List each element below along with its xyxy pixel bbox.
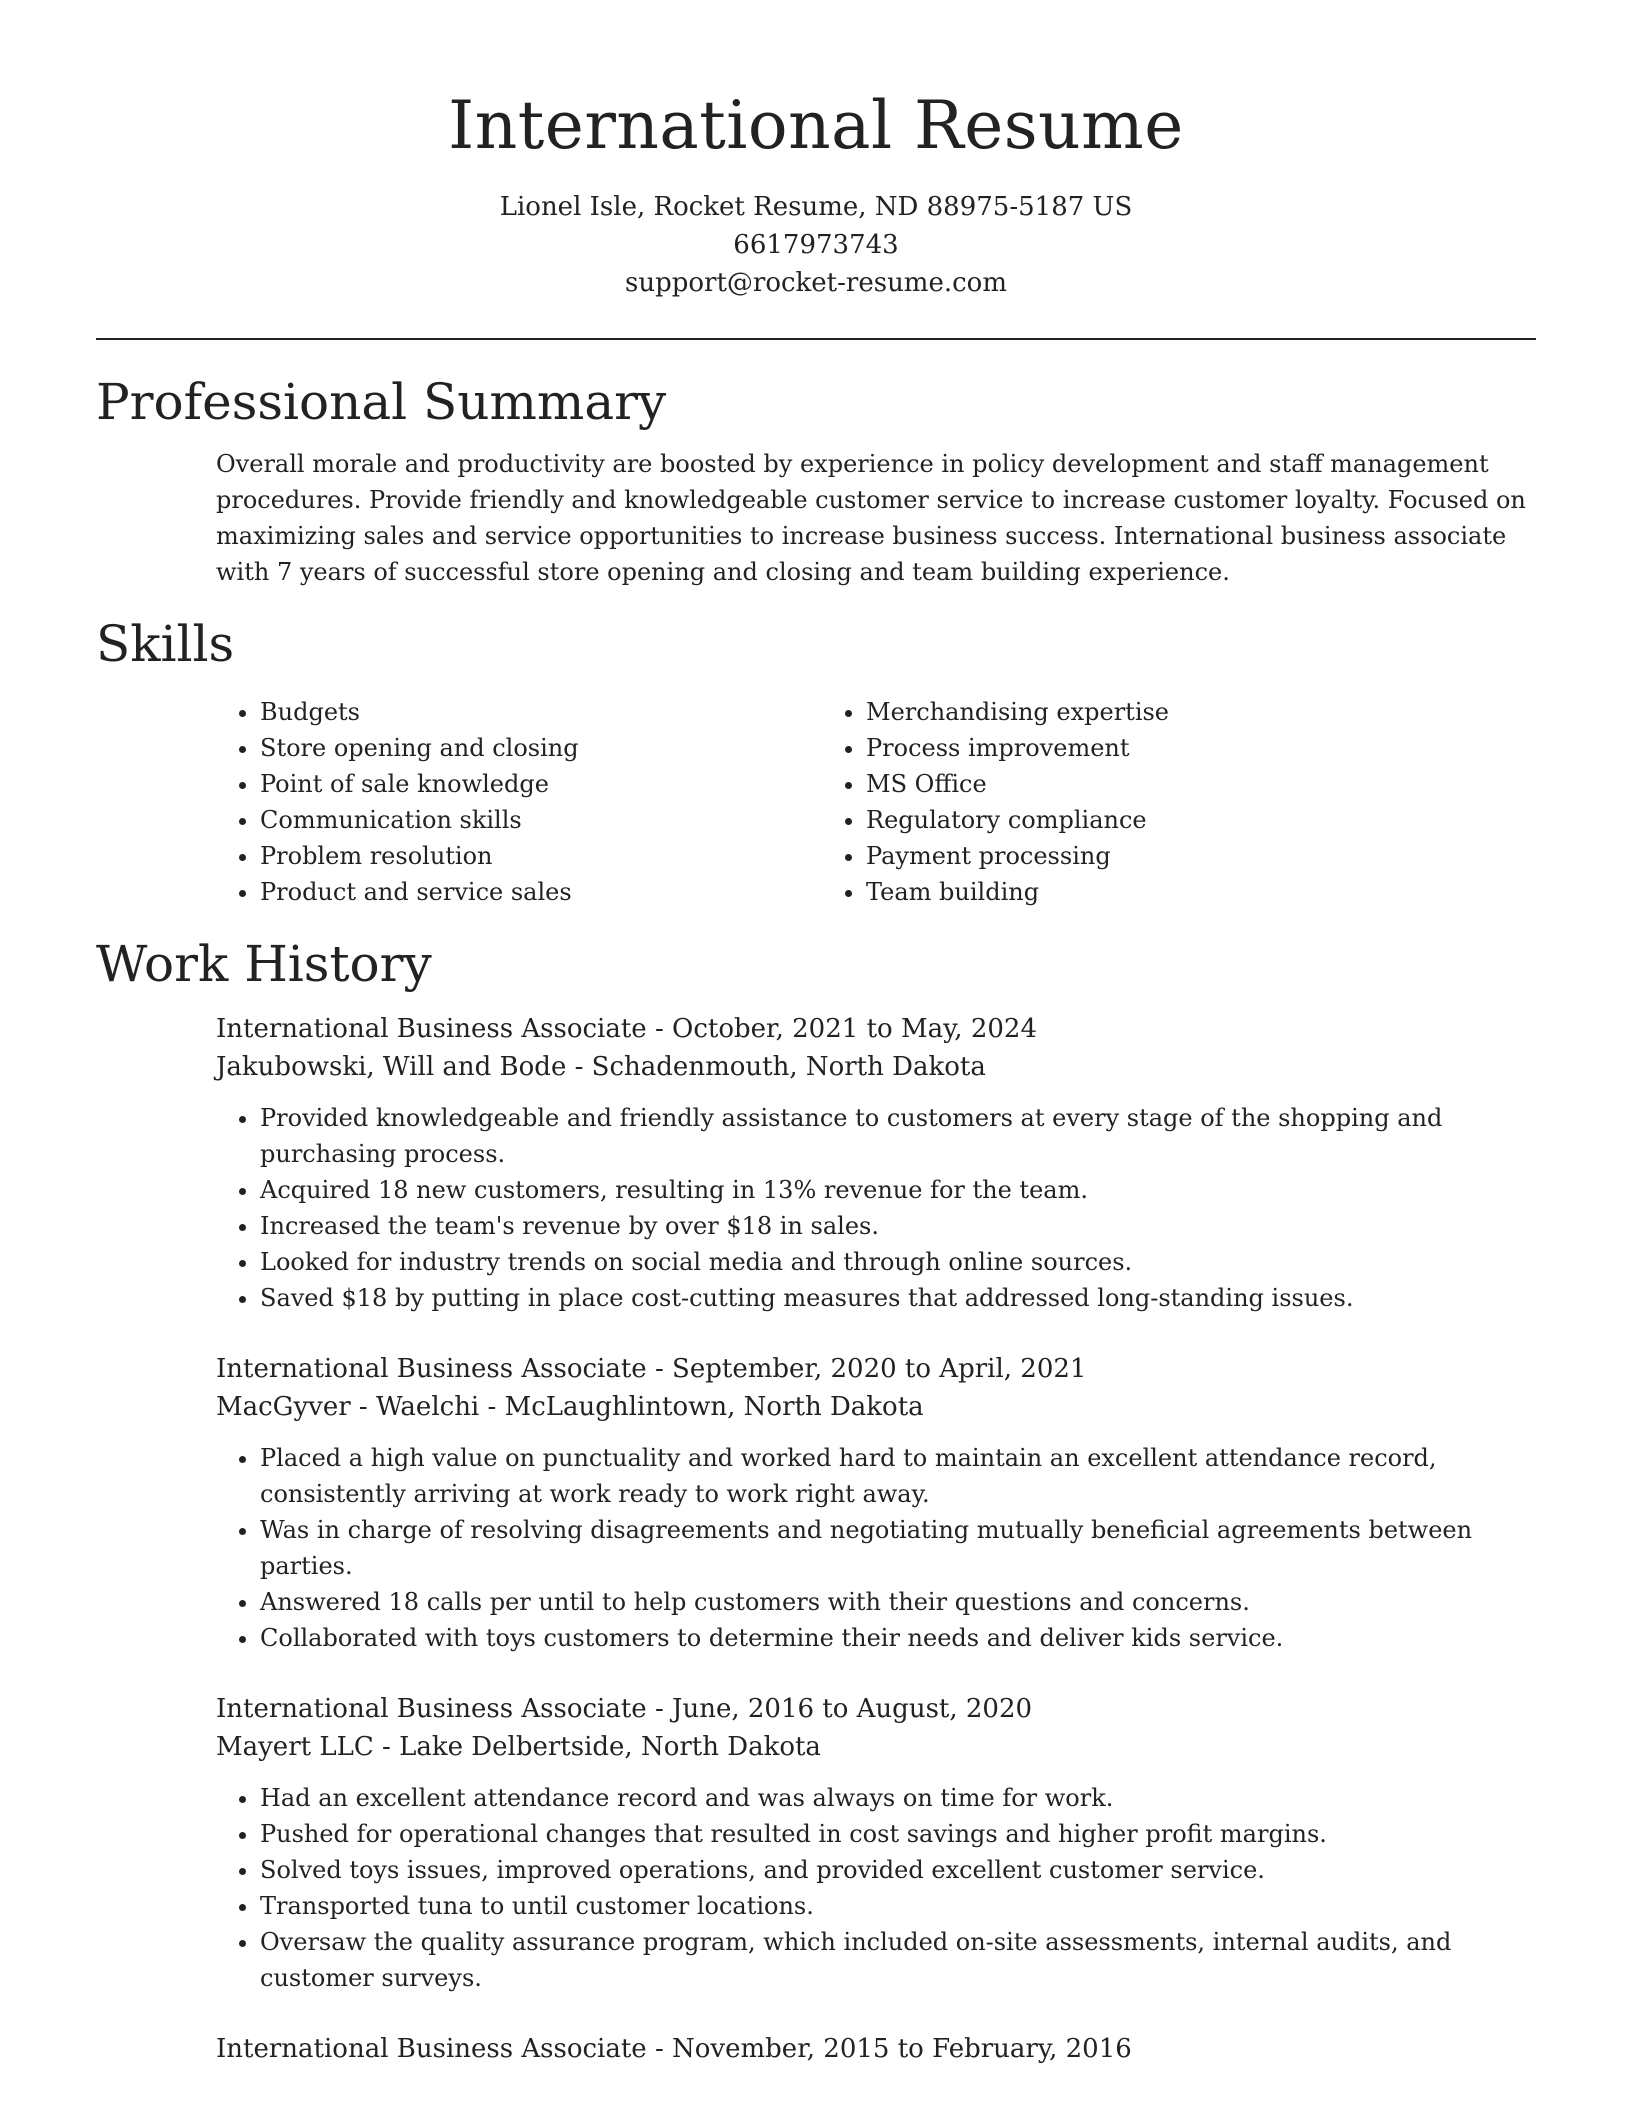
- contact-email: support@rocket-resume.com: [624, 268, 1007, 298]
- job-entry: [216, 1350, 1536, 1656]
- job-bullet: • Was in charge of resolving disagreements and negotiating mutually beneficial agreements between parties.: [260, 1512, 1536, 1584]
- job-entry: [216, 1010, 1536, 1316]
- resume-header: [96, 0, 1536, 302]
- skills-heading: Skills: [96, 615, 235, 673]
- skill-item: • MS Office: [866, 766, 1428, 802]
- skill-item: • Payment processing: [866, 838, 1428, 874]
- skill-item: • Communication skills: [260, 802, 822, 838]
- skill-item: • Point of sale knowledge: [260, 766, 822, 802]
- job-location: Lake Delbertside, North Dakota: [399, 1732, 821, 1762]
- job-dates: June, 2016 to August, 2020: [672, 1694, 1033, 1724]
- job-bullet: • Transported tuna to until customer locations.: [260, 1888, 1536, 1924]
- resume-title: International Resume: [448, 87, 1184, 164]
- job-title: International Business Associate: [216, 1014, 647, 1044]
- work-history-heading: Work History: [96, 935, 432, 993]
- skill-item: • Product and service sales: [260, 874, 822, 910]
- job-dates: October, 2021 to May, 2024: [672, 1014, 1037, 1044]
- job-bullet: • Collaborated with toys customers to determine their needs and deliver kids service.: [260, 1620, 1536, 1656]
- header-divider: [96, 338, 1536, 340]
- job-bullet: • Provided knowledgeable and friendly assistance to customers at every stage of the shopping and purchasing process.: [260, 1100, 1536, 1172]
- contact-info: [96, 188, 1536, 302]
- skill-item: • Regulatory compliance: [866, 802, 1428, 838]
- job-title-line: International Business Associate - October, 2021 to May, 2024: [216, 1014, 1037, 1044]
- job-title-line: International Business Associate - September, 2020 to April, 2021: [216, 1354, 1087, 1384]
- job-dates: November, 2015 to February, 2016: [672, 2034, 1132, 2064]
- job-dates: September, 2020 to April, 2021: [672, 1354, 1087, 1384]
- skills-column-right: [822, 694, 1428, 910]
- summary-heading: Professional Summary: [96, 373, 667, 431]
- job-company: MacGyver - Waelchi: [216, 1392, 480, 1422]
- skill-item: • Budgets: [260, 694, 822, 730]
- job-entry: [216, 1690, 1536, 1996]
- job-location: McLaughlintown, North Dakota: [504, 1392, 924, 1422]
- skills-column-left: [216, 694, 822, 910]
- job-company-line: Jakubowski, Will and Bode - Schadenmouth, North Dakota: [216, 1052, 986, 1082]
- job-company: Mayert LLC: [216, 1732, 374, 1762]
- skill-item: • Process improvement: [866, 730, 1428, 766]
- job-bullet: • Had an excellent attendance record and was always on time for work.: [260, 1780, 1536, 1816]
- summary-text: Overall morale and productivity are boosted by experience in policy development and staff management procedures. Provide friendly and knowledgeable customer service to increase customer loyalty. Focused on maximizing sales and service opportunities to increase business success. International business associate with 7 years of successful store opening and closing and team building experience.: [216, 450, 1526, 586]
- job-title: International Business Associate: [216, 1694, 647, 1724]
- job-bullets: [216, 1440, 1536, 1656]
- job-bullet: • Pushed for operational changes that resulted in cost savings and higher profit margins.: [260, 1816, 1536, 1852]
- job-bullets: [216, 1780, 1536, 1996]
- job-bullet: • Answered 18 calls per until to help customers with their questions and concerns.: [260, 1584, 1536, 1620]
- job-bullets: [216, 1100, 1536, 1316]
- contact-address: Lionel Isle, Rocket Resume, ND 88975-5187 US: [499, 192, 1133, 222]
- job-company-line: Mayert LLC - Lake Delbertside, North Dakota: [216, 1732, 821, 1762]
- job-bullet: • Increased the team's revenue by over $18 in sales.: [260, 1208, 1536, 1244]
- job-title-line: International Business Associate - June, 2016 to August, 2020: [216, 1694, 1033, 1724]
- skill-item: • Team building: [866, 874, 1428, 910]
- skill-item: • Merchandising expertise: [866, 694, 1428, 730]
- job-bullet: • Acquired 18 new customers, resulting in 13% revenue for the team.: [260, 1172, 1536, 1208]
- job-location: Schadenmouth, North Dakota: [591, 1052, 986, 1082]
- job-company: Jakubowski, Will and Bode: [216, 1052, 567, 1082]
- job-bullet: • Saved $18 by putting in place cost-cutting measures that addressed long-standing issues.: [260, 1280, 1536, 1316]
- job-company-line: MacGyver - Waelchi - McLaughlintown, North Dakota: [216, 1392, 924, 1422]
- contact-phone: 6617973743: [733, 230, 899, 260]
- skill-item: • Problem resolution: [260, 838, 822, 874]
- job-title-line: International Business Associate - November, 2015 to February, 2016: [216, 2034, 1132, 2064]
- job-title: International Business Associate: [216, 1354, 647, 1384]
- skills-list: [216, 694, 1536, 910]
- job-entry: [216, 2030, 1536, 2068]
- job-title: International Business Associate: [216, 2034, 647, 2064]
- job-bullet: • Oversaw the quality assurance program, which included on-site assessments, internal audits, and customer surveys.: [260, 1924, 1536, 1996]
- job-bullet: • Looked for industry trends on social media and through online sources.: [260, 1244, 1536, 1280]
- job-bullet: • Placed a high value on punctuality and worked hard to maintain an excellent attendance record, consistently arriving at work ready to work right away.: [260, 1440, 1536, 1512]
- skill-item: • Store opening and closing: [260, 730, 822, 766]
- job-bullet: • Solved toys issues, improved operations, and provided excellent customer service.: [260, 1852, 1536, 1888]
